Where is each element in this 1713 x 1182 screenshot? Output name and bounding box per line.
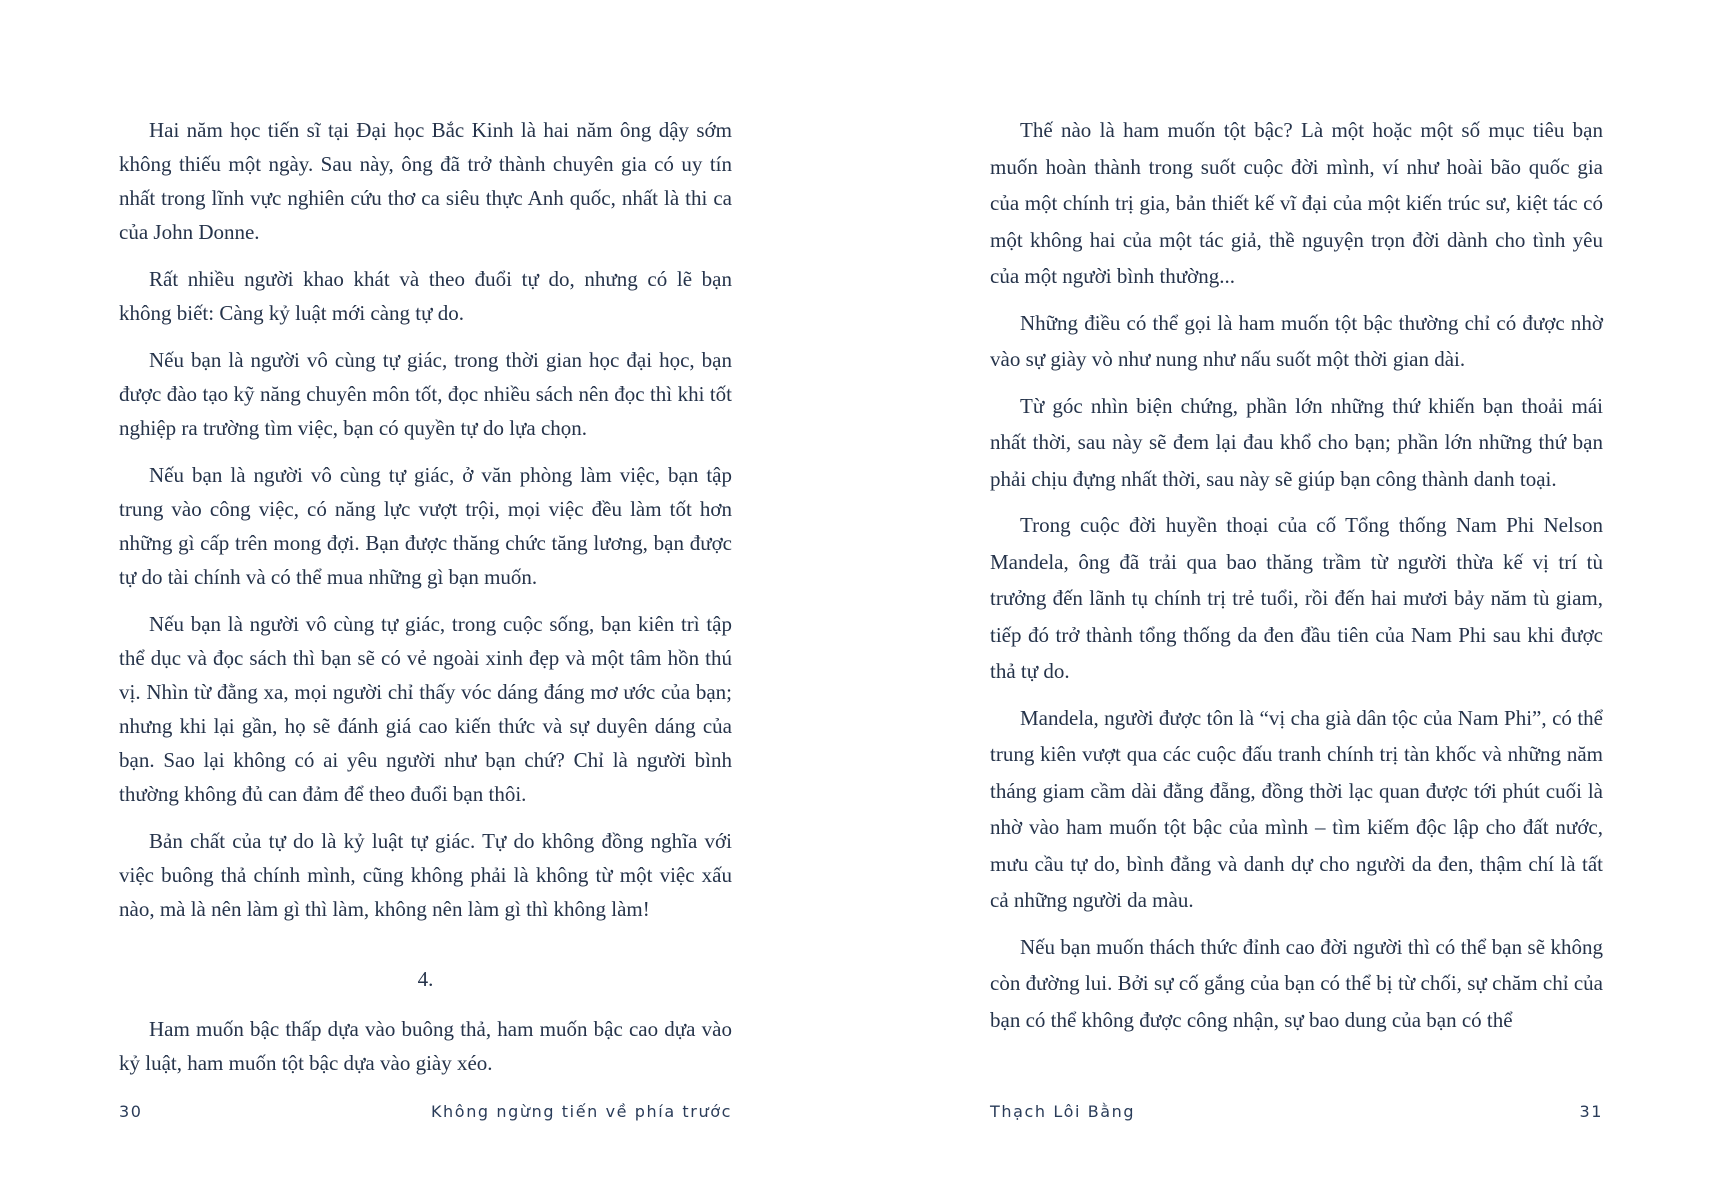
paragraph: Thế nào là ham muốn tột bậc? Là một hoặc một số mục tiêu bạn muốn hoàn thành trong suốt cuộc đời mình, ví như hoài bão quốc gia của một chính trị gia, bản thiết kế vĩ đại của một kiến trúc sư, kiệt tác có một không hai của một tác giả, thề nguyện trọn đời dành cho tình yêu của một người bình thường... <box>990 118 1603 288</box>
paragraph: Mandela, người được tôn là “vị cha già dân tộc của Nam Phi”, có thể trung kiên vượt qua các cuộc đấu tranh chính trị tàn khốc và những năm tháng giam cầm dài đằng đẵng, đồng thời lạc quan được tới phút cuối là nhờ vào ham muốn tột bậc của mình – tìm kiếm độc lập cho đất nước, mưu cầu tự do, bình đẳng và danh dự cho người da đen, thậm chí là tất cả những người da màu. <box>990 705 1603 912</box>
right-page-body <box>990 112 1603 1048</box>
running-head-author: Thạch Lôi Bằng <box>990 1102 1136 1121</box>
paragraph: Nếu bạn muốn thách thức đỉnh cao đời người thì có thể bạn sẽ không còn đường lui. Bởi sự cố gắng của bạn có thể bị từ chối, sự chăm chỉ của bạn có thể không được công nhận, sự bao dung của bạn có thể <box>990 934 1603 1032</box>
paragraph: Từ góc nhìn biện chứng, phần lớn những thứ khiến bạn thoải mái nhất thời, sau này sẽ đem lại đau khổ cho bạn; phần lớn những thứ bạn phải chịu đựng nhất thời, sau này sẽ giúp bạn công thành danh toại. <box>990 393 1603 491</box>
paragraph: Những điều có thể gọi là ham muốn tột bậc thường chỉ có được nhờ vào sự giày vò như nung như nấu suốt một thời gian dài. <box>990 310 1603 371</box>
right-page <box>856 0 1713 1182</box>
paragraph: Nếu bạn là người vô cùng tự giác, trong thời gian học đại học, bạn được đào tạo kỹ năng chuyên môn tốt, đọc nhiều sách nên đọc thì khi tốt nghiệp ra trường tìm việc, bạn có quyền tự do lựa chọn. <box>119 348 732 440</box>
paragraph: Nếu bạn là người vô cùng tự giác, ở văn phòng làm việc, bạn tập trung vào công việc, có năng lực vượt trội, mọi việc đều làm tốt hơn những gì cấp trên mong đợi. Bạn được thăng chức tăng lương, bạn được tự do tài chính và có thể mua những gì bạn muốn. <box>119 463 732 589</box>
left-page-body <box>119 113 732 1093</box>
section-heading: 4. <box>417 967 434 991</box>
paragraph: Ham muốn bậc thấp dựa vào buông thả, ham muốn bậc cao dựa vào kỷ luật, ham muốn tột bậc dựa vào giày xéo. <box>119 1017 732 1075</box>
page-number: 30 <box>119 1102 143 1121</box>
paragraph: Trong cuộc đời huyền thoại của cố Tổng thống Nam Phi Nelson Mandela, ông đã trải qua bao thăng trầm từ người thừa kế vị trí tù trưởng đến lãnh tụ chính trị trẻ tuổi, rồi đến hai mươi bảy năm tù giam, tiếp đó trở thành tổng thống da đen đầu tiên của Nam Phi sau khi được thả tự do. <box>990 513 1603 683</box>
paragraph: Nếu bạn là người vô cùng tự giác, trong cuộc sống, bạn kiên trì tập thể dục và đọc sách thì bạn sẽ có vẻ ngoài xinh đẹp và một tâm hồn thú vị. Nhìn từ đằng xa, mọi người chỉ thấy vóc dáng đáng mơ ước của bạn; nhưng khi lại gần, họ sẽ đánh giá cao kiến thức và sự duyên dáng của bạn. Sao lại không có ai yêu người như bạn chứ? Chỉ là người bình thường không đủ can đảm để theo đuổi bạn thôi. <box>119 612 732 806</box>
paragraph: Rất nhiều người khao khát và theo đuổi tự do, nhưng có lẽ bạn không biết: Càng kỷ luật mới càng tự do. <box>119 267 732 325</box>
page-number: 31 <box>1579 1102 1603 1121</box>
paragraph: Bản chất của tự do là kỷ luật tự giác. Tự do không đồng nghĩa với việc buông thả chính mình, cũng không phải là không từ một việc xấu nào, mà là nên làm gì thì làm, không nên làm gì thì không làm! <box>119 829 732 921</box>
paragraph: Hai năm học tiến sĩ tại Đại học Bắc Kinh là hai năm ông dậy sớm không thiếu một ngày. Sau này, ông đã trở thành chuyên gia có uy tín nhất trong lĩnh vực nghiên cứu thơ ca siêu thực Anh quốc, nhất là thi ca của John Donne. <box>119 118 732 244</box>
running-head-book-title: Không ngừng tiến về phía trước <box>430 1102 732 1121</box>
left-page <box>0 0 856 1182</box>
